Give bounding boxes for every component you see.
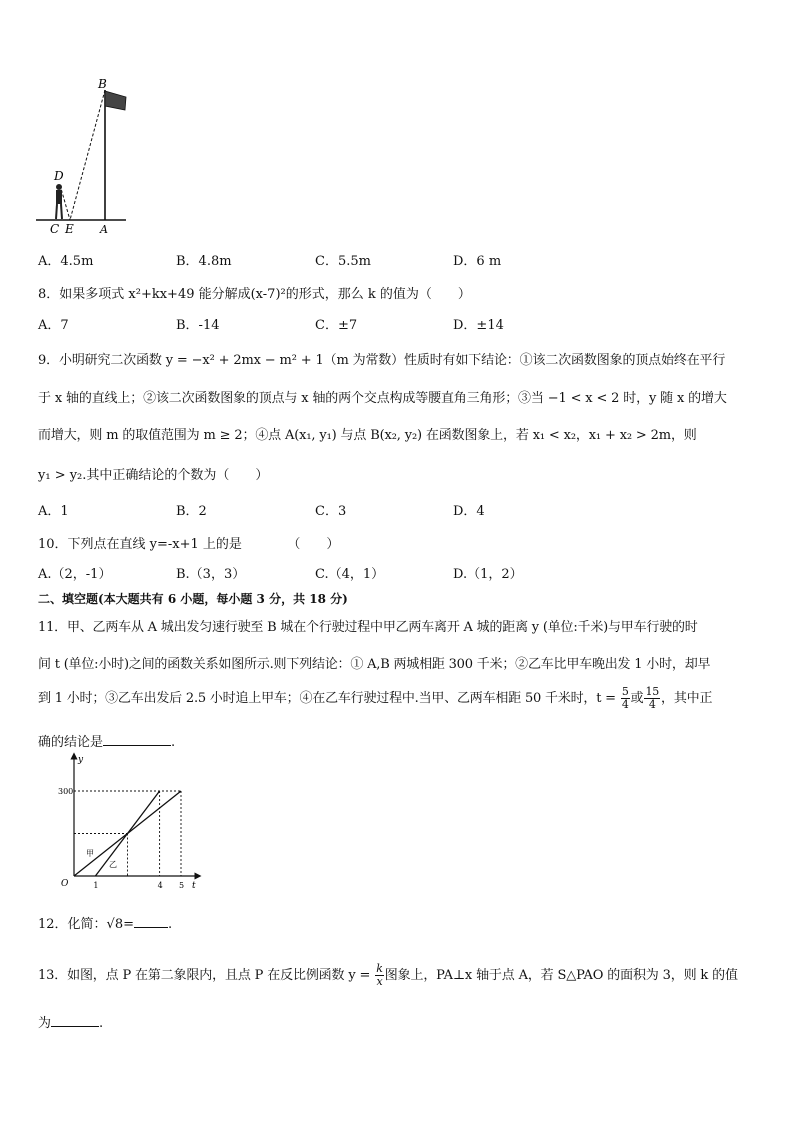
q9-option-d: D．4 bbox=[453, 504, 485, 519]
q7-option-c: C．5.5m bbox=[315, 254, 371, 269]
x-tick-4: 4 bbox=[157, 881, 163, 890]
label-A: A bbox=[100, 223, 108, 236]
q11-line-4-text: 确的结论是 bbox=[38, 735, 104, 750]
x-axis-label: t bbox=[192, 881, 196, 891]
q10-option-c: C.（4，1） bbox=[315, 567, 385, 582]
q8-option-d: D．±14 bbox=[453, 318, 504, 333]
q7-option-b: B．4.8m bbox=[176, 254, 232, 269]
q7-option-a: A．4.5m bbox=[38, 254, 94, 269]
q12-question bbox=[38, 913, 172, 932]
q11-line-3-text: 到 1 小时；③乙车出发后 2.5 小时追上甲车；④在乙车行驶过程中.当甲、乙两车相距 50 千米时，t = bbox=[38, 691, 616, 706]
q9-line-3: 而增大，则 m 的取值范围为 m ≥ 2；④点 A(x₁, y₁) 与点 B(x₂, y₂) 在函数图象上，若 x₁ < x₂，x₁ + x₂ > 2m，则 bbox=[38, 428, 697, 443]
label-D: D bbox=[54, 169, 64, 183]
fraction-k-x: $\frac{k}{x}$ bbox=[376, 962, 383, 988]
q9-line-2: 于 x 轴的直线上；②该二次函数图象的顶点与 x 轴的两个交点构成等腰直角三角形；③当 −1 < x < 2 时，y 随 x 的增大 bbox=[38, 391, 727, 406]
x-tick-5: 5 bbox=[179, 881, 185, 890]
q13-line-2 bbox=[38, 1012, 103, 1031]
fraction-5-4: $\frac{5}{4}$ bbox=[621, 685, 629, 711]
label-C: C bbox=[50, 222, 60, 236]
q13-line-2-text: 为 bbox=[38, 1016, 52, 1031]
q7-option-d: D．6 m bbox=[453, 254, 502, 269]
y-tick-300: 300 bbox=[58, 787, 74, 796]
q12-end: . bbox=[168, 917, 173, 932]
person-icon bbox=[56, 184, 62, 219]
q13-end: . bbox=[99, 1016, 104, 1031]
q12-text: 12．化简：√8= bbox=[38, 917, 134, 932]
q9-line-1: 9．小明研究二次函数 y = −x² + 2mx − m² + 1（m 为常数）性质时有如下结论：①该二次函数图象的顶点始终在平行 bbox=[38, 353, 726, 368]
answer-blank[interactable] bbox=[51, 1014, 99, 1027]
q11-line-3-end: ，其中正 bbox=[661, 691, 713, 706]
q10-option-b: B.（3，3） bbox=[176, 567, 246, 582]
sight-line bbox=[70, 90, 105, 220]
q8-option-c: C．±7 bbox=[315, 318, 358, 333]
section-2-heading: 二、填空题(本大题共有 6 小题，每小题 3 分，共 18 分) bbox=[38, 592, 348, 606]
answer-blank[interactable] bbox=[103, 733, 171, 746]
q10-option-a: A.（2，-1） bbox=[38, 567, 112, 582]
q7-figure bbox=[34, 76, 134, 236]
series-label-yi: 乙 bbox=[109, 860, 117, 869]
q13-line-1-text: 13．如图，点 P 在第二象限内，且点 P 在反比例函数 y = bbox=[38, 968, 371, 983]
label-E: E bbox=[65, 222, 74, 236]
y-axis-label: y bbox=[78, 755, 84, 765]
series-label-jia: 甲 bbox=[86, 849, 94, 858]
q9-option-c: C．3 bbox=[315, 504, 347, 519]
q13-line-1-end: 图象上，PA⊥x 轴于点 A，若 S△PAO 的面积为 3，则 k 的值 bbox=[384, 968, 738, 983]
fraction-15-4: $\frac{15}{4}$ bbox=[645, 685, 660, 711]
q9-line-4: y₁ > y₂.其中正确结论的个数为（ ） bbox=[38, 468, 269, 483]
q8-option-b: B．-14 bbox=[176, 318, 220, 333]
q11-line-4 bbox=[38, 731, 175, 750]
flag-icon bbox=[105, 91, 126, 110]
q8-question: 8．如果多项式 x²+kx+49 能分解成(x-7)²的形式，那么 k 的值为（ ） bbox=[38, 287, 471, 302]
q9-option-a: A．1 bbox=[38, 504, 69, 519]
q11-line-1: 11．甲、乙两车从 A 城出发匀速行驶至 B 城在个行驶过程中甲乙两车离开 A 城的距离 y (单位:千米)与甲车行驶的时 bbox=[38, 620, 698, 635]
q11-line-2: 间 t (单位:小时)之间的函数关系如图所示.则下列结论：① A,B 两城相距 300 千米；②乙车比甲车晚出发 1 小时，却早 bbox=[38, 657, 711, 672]
q10-question: 10．下列点在直线 y=-x+1 上的是 （ ） bbox=[38, 537, 340, 552]
x-tick-1: 1 bbox=[93, 881, 99, 890]
q11-line-3 bbox=[38, 686, 712, 711]
q11-chart bbox=[52, 752, 202, 892]
q10-option-d: D.（1，2） bbox=[453, 567, 523, 582]
q11-line-4-end: . bbox=[171, 735, 176, 750]
answer-blank[interactable] bbox=[134, 915, 168, 928]
origin-label: O bbox=[61, 879, 69, 889]
q11-or: 或 bbox=[630, 691, 644, 706]
q8-option-a: A．7 bbox=[38, 318, 69, 333]
q9-option-b: B．2 bbox=[176, 504, 207, 519]
q13-line-1 bbox=[38, 963, 738, 988]
label-B: B bbox=[98, 77, 107, 91]
